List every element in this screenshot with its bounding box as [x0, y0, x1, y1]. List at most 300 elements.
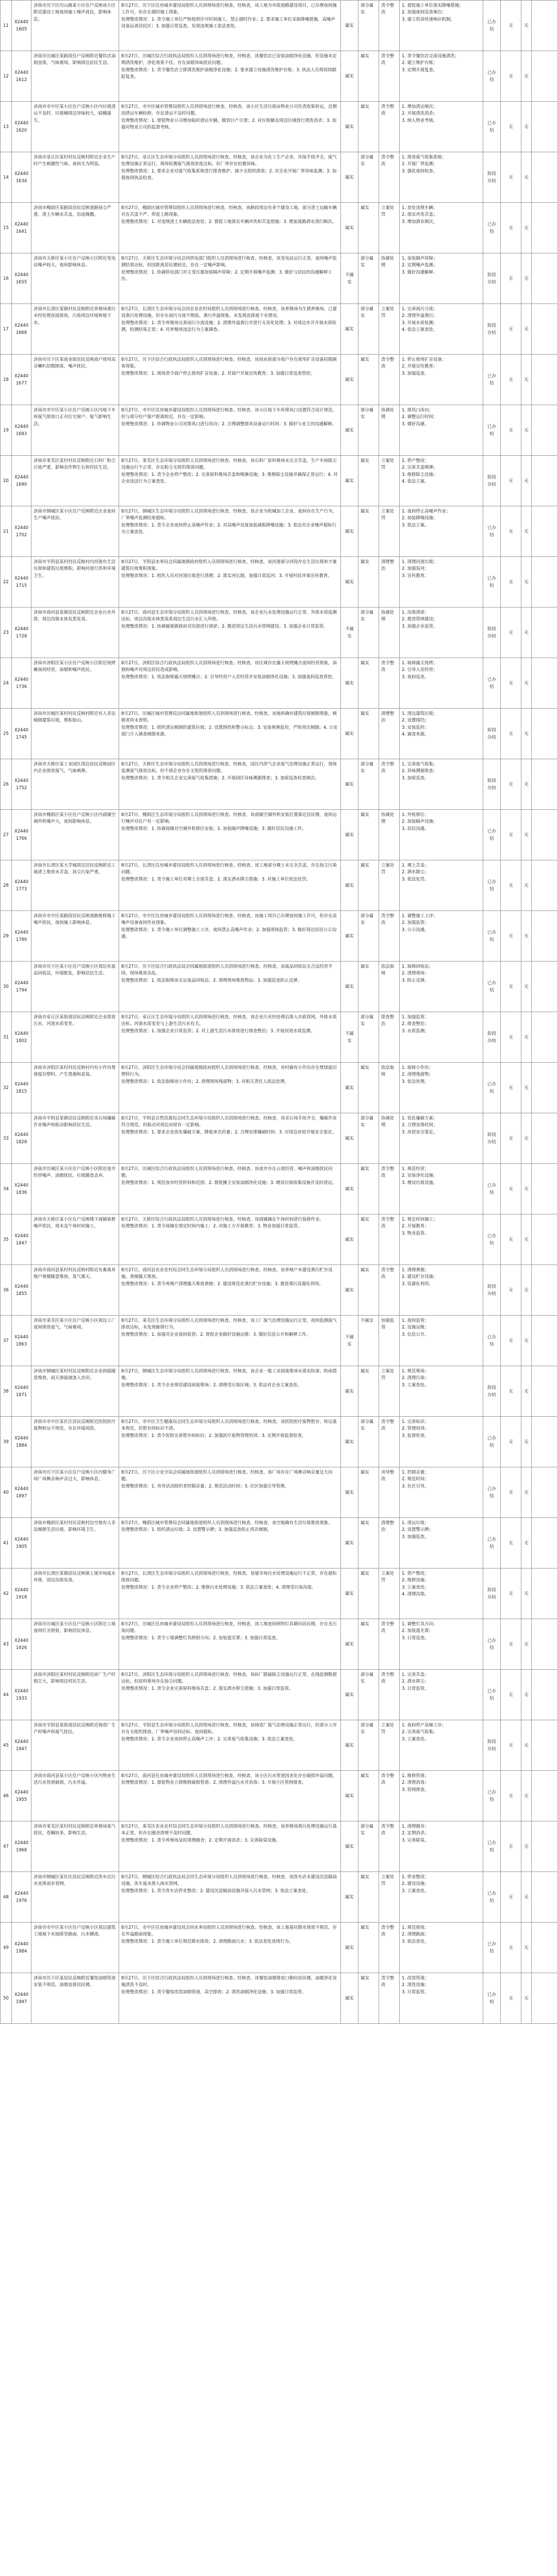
case-code: X2440 1968	[12, 1821, 31, 1872]
case-status: 已办结	[483, 1619, 501, 1670]
case-status: 已办结	[483, 860, 501, 911]
accountability: 无	[501, 911, 521, 962]
handling-measures: 责令整改	[379, 1417, 400, 1467]
accountability: 无	[501, 607, 521, 658]
investigation-process: 8月27日，平阴县生态环境分局组织人员到现场进行核查。经核查，该铸造厂废气治理设施正常运行，但部分工序存在无组织排放，厂界噪声昼间达标、夜间超标。 处理整改情况：1. 责令企业夜间停止高噪声工序；2. 完善废气收集设施；3. 依法立案查处。	[119, 1720, 341, 1771]
note: 无	[521, 1923, 532, 1973]
rectification-plan: 1. 规定时间施工； 2. 开展教育； 3. 物业监管。	[400, 1214, 483, 1265]
verification-result: 属实	[341, 355, 358, 405]
case-status: 阶段办结	[483, 456, 501, 506]
complaint-content: 济南市章丘区某街道居民反映附近企业排放污水，河道水质变差。	[31, 1012, 119, 1063]
empty-cell	[532, 1771, 557, 1821]
handling-measures: 立案处罚	[379, 1872, 400, 1923]
handling-measures: 加强监管	[379, 1316, 400, 1366]
accountability: 无	[501, 253, 521, 304]
rectification-plan: 1. 外机移位； 2. 加装隔声设施； 3. 居民沟通。	[400, 810, 483, 860]
row-number: 14	[1, 152, 12, 203]
row-number: 19	[1, 405, 12, 456]
empty-cell	[532, 1973, 557, 2024]
handling-measures: 责令整改	[379, 1771, 400, 1821]
finding: 部分属实	[358, 607, 379, 658]
finding: 属实	[358, 506, 379, 557]
complaint-content: 济南市市中区某小区住户反映小区内地下车库废气排放口正对住宅窗户，废气影响生活。	[31, 405, 119, 456]
table-row	[1, 304, 557, 355]
rectification-plan: 1. 取缔小作坊； 2. 清理残留物； 3. 依法处理。	[400, 1063, 483, 1113]
row-number: 45	[1, 1720, 12, 1771]
verification-result: 属实	[341, 1923, 358, 1973]
handling-measures: 立案处罚	[379, 1569, 400, 1619]
verification-result: 属实	[341, 1569, 358, 1619]
note: 无	[521, 658, 532, 709]
note: 无	[521, 1265, 532, 1316]
investigation-process: 8月27日，长清区生态环境分局组织人员到现场进行核查。经核查，该屠宰场污水处理设施运行不正常，存在超标排放问题。 处理整改情况：1. 责令企业停产整改；2. 维修污水处理设施；3. 依法立案查处；4. 清理受污染沟渠。	[119, 1569, 341, 1619]
case-status: 已办结	[483, 405, 501, 456]
handling-measures: 责令整改	[379, 1670, 400, 1720]
complaint-content: 济南市历城区某村村民反映村附近有人非法倾倒建筑垃圾，堆积如山。	[31, 709, 119, 759]
table-row	[1, 355, 557, 405]
accountability: 无	[501, 1923, 521, 1973]
row-number: 47	[1, 1821, 12, 1872]
investigation-process: 8月27日，市中区住房城乡建设局组织人员到现场进行核查。经核查，该施工项目已办理夜间施工许可，但存在高噪声设备夜间作业现象。 处理整改情况：1. 责令施工单位调整施工工序，夜间禁止高噪声作业；2. 加强现场监管；3. 做好周边居民公示沟通。	[119, 911, 341, 962]
row-number: 35	[1, 1214, 12, 1265]
case-code: X2440 1897	[12, 1467, 31, 1518]
case-status: 已办结	[483, 1670, 501, 1720]
investigation-process: 8月27日，历城区城市管理局会同属地街道组织人员到现场进行核查。经核查，该地块确有建筑垃圾倾倒现象，倾倒者尚未查明。 处理整改情况：1. 组织清运倾倒的建筑垃圾；2. 设置围挡和警示标志；3. 安装视频监控，严防再次倾倒；4. 公安部门介入调查倾倒来源。	[119, 709, 341, 759]
finding: 属实	[358, 860, 379, 911]
verification-result: 属实	[341, 962, 358, 1012]
row-number: 20	[1, 456, 12, 506]
complaint-content: 济南市莱芜区某小区住户反映小区周边工厂夜间排放废气，气味难闻。	[31, 1316, 119, 1366]
complaint-content: 济南市平阴县某镇居民反映附近采石场爆破作业噪声和振动影响居民生活。	[31, 1113, 119, 1164]
investigation-process: 8月27日，长清区生态环境分局会同农业农村局组织人员到现场进行核查。经核查，该养殖场为生猪养殖场，已建设粪污处理设施，但存在雨污分流不彻底、粪污外溢现象，未发现直排地下水情况。 处理整改情况：1. 责令养殖场完善雨污分流设施；2. 清理外溢粪污并进行无害化处理；3. 对周边水井开展水质检测，检测结果正常；4. 对养殖场违法行为立案调查。	[119, 304, 341, 355]
row-number: 36	[1, 1265, 12, 1316]
row-number: 17	[1, 304, 12, 355]
complaint-content: 济南市章丘区某村村民反映村附近企业生产时产生刺激性气味，夜间尤为明显。	[31, 152, 119, 203]
case-code: X2440 1605	[12, 1, 31, 51]
case-code: X2440 1752	[12, 759, 31, 810]
verification-result: 属实	[341, 1518, 358, 1569]
accountability: 无	[501, 355, 521, 405]
case-code: X2440 1918	[12, 1569, 31, 1619]
rectification-plan: 1. 裸土苫盖； 2. 洒水降尘； 3. 依法处罚。	[400, 860, 483, 911]
investigation-process: 8月27日，历下区住房城乡建设局组织人员到现场进行核查。经核查，该工地为市政道路建设项目，已办理夜间施工许可，但存在超时施工现象。 处理整改情况：1. 责令施工单位严格按照许可时间施工，禁止超时作业；2. 要求施工单位采取降噪措施，高噪声设备远离居民区；3. 加强日常巡查，发现违规施工依法查处。	[119, 1, 341, 51]
table-row	[1, 1113, 557, 1164]
note: 无	[521, 1214, 532, 1265]
handling-measures: 依法取缔	[379, 962, 400, 1012]
finding: 不属实	[358, 1316, 379, 1366]
empty-cell	[532, 1113, 557, 1164]
empty-cell	[532, 1, 557, 51]
accountability: 无	[501, 1670, 521, 1720]
verification-result: 属实	[341, 1619, 358, 1670]
finding: 属实	[358, 1214, 379, 1265]
investigation-process: 8月27日，天桥区综合行政执法局组织人员到现场进行核查。经核查，该商铺确在午休时间进行装修作业。 处理整改情况：1. 责令商铺在规定时间内施工；2. 对施工方开展教育；3. 物业加强日常监管。	[119, 1214, 341, 1265]
table-row	[1, 1518, 557, 1569]
complaint-content: 济南市槐荫区某村村民反映村边空地有人非法倾倒生活垃圾，影响环境卫生。	[31, 1518, 119, 1569]
verification-result: 属实	[341, 1164, 358, 1214]
investigation-process: 8月27日，天桥区生态环境分局会同供电部门组织人员到现场进行核查。经核查，该变电站运行正常，夜间噪声监测结果达标，但因距离居民楼较近，存在一定噪声影响。 处理整改情况：1. 协调供电部门对主变压器加装隔声屏障；2. 定期开展噪声监测；3. 做好与居民的沟通解释工作。	[119, 253, 341, 304]
complaint-content: 济南市市中区某小区住户反映小区周边建筑工地地下水抽排至路面，污水横流。	[31, 1923, 119, 1973]
investigation-process: 8月27日，长清区住房城乡建设局组织人员到现场进行核查。经核查，该工地部分裸土未完全苫盖，存在扬尘污染问题。 处理整改情况：1. 责令施工单位对裸土全部苫盖；2. 落实洒水降尘措施；3. 对施工单位依法处罚。	[119, 860, 341, 911]
handling-measures: 责令整改	[379, 1164, 400, 1214]
note: 无	[521, 1366, 532, 1417]
verification-result: 属实	[341, 759, 358, 810]
complaint-content: 济南市长清区某镇村民反映附近养殖场粪污未经处理直接排放，污染周边环境和地下水。	[31, 304, 119, 355]
case-code: X2440 1677	[12, 355, 31, 405]
table-row	[1, 962, 557, 1012]
case-status: 阶段办结	[483, 759, 501, 810]
case-code: X2440 1668	[12, 304, 31, 355]
note: 无	[521, 1012, 532, 1063]
case-status: 阶段办结	[483, 1366, 501, 1417]
handling-measures: 立案处罚	[379, 1366, 400, 1417]
case-code: X2440 1976	[12, 1872, 31, 1923]
table-row	[1, 658, 557, 709]
handling-measures: 责令整改	[379, 1923, 400, 1973]
table-row	[1, 810, 557, 860]
table-row	[1, 1923, 557, 1973]
case-code: X2440 1794	[12, 962, 31, 1012]
table-row	[1, 709, 557, 759]
case-code: X2440 1933	[12, 1670, 31, 1720]
handling-measures: 立案处罚	[379, 304, 400, 355]
rectification-plan: 1. 完善废气收集； 2. 异味溯源排查； 3. 加密巡查。	[400, 759, 483, 810]
finding: 属实	[358, 1518, 379, 1569]
complaint-content: 济南市市中区某社区居民反映附近医院医疗废物转运不规范，存在环境风险。	[31, 1417, 119, 1467]
note: 无	[521, 203, 532, 253]
verification-result: 不属实	[341, 607, 358, 658]
empty-cell	[532, 1821, 557, 1872]
row-number: 27	[1, 810, 12, 860]
table-row	[1, 1467, 557, 1518]
finding: 属实	[358, 1771, 379, 1821]
note: 无	[521, 1518, 532, 1569]
investigation-process: 8月27日，历下区综合行政执法局组织人员到现场进行核查。经核查，该商业街部分商户存在使用扩音设备招揽顾客现象。 处理整改情况：1. 现场责令商户停止使用扩音设备；2. 对商户开展宣传教育；3. 加强日常巡查管控。	[119, 355, 341, 405]
empty-cell	[532, 1417, 557, 1467]
verification-result: 属实	[341, 304, 358, 355]
case-code: X2440 1847	[12, 1214, 31, 1265]
accountability: 无	[501, 102, 521, 152]
rectification-plan: 1. 停业整改； 2. 建设设施； 3. 立案查处。	[400, 1872, 483, 1923]
note: 无	[521, 405, 532, 456]
accountability: 无	[501, 1265, 521, 1316]
finding: 部分属实	[358, 253, 379, 304]
case-code: X2440 1997	[12, 1973, 31, 2024]
note: 无	[521, 759, 532, 810]
note: 无	[521, 1316, 532, 1366]
complaint-content: 济南市历下区某小区住户反映小区周边有废品回收站，环境脏乱，影响居民生活。	[31, 962, 119, 1012]
note: 无	[521, 962, 532, 1012]
empty-cell	[532, 304, 557, 355]
finding: 部分属实	[358, 304, 379, 355]
complaint-content: 济南市历下区历山路某小区住户反映该小区附近建设工地夜间施工噪声扰民，影响休息。	[31, 1, 119, 51]
table-row	[1, 1164, 557, 1214]
rectification-plan: 1. 优化爆破方案； 2. 合理安排时间； 3. 房屋安全鉴定。	[400, 1113, 483, 1164]
handling-measures: 清理整治	[379, 1518, 400, 1569]
row-number: 42	[1, 1569, 12, 1619]
handling-measures: 协调处理	[379, 607, 400, 658]
investigation-process: 8月27日，钢城区生态环境分局组织人员到现场进行核查。经核查，该企业为机械加工企业，夜间存在生产行为，厂界噪声监测结果超标。 处理整改情况：1. 责令企业夜间停止高噪声作业；2. 对高噪声设备加装减振降噪设施；3. 依法对企业噪声超标行为立案查处。	[119, 506, 341, 557]
verification-result: 属实	[341, 152, 358, 203]
row-number: 24	[1, 658, 12, 709]
row-number: 50	[1, 1973, 12, 2024]
verification-result: 属实	[341, 1113, 358, 1164]
case-code: X2440 1773	[12, 860, 31, 911]
accountability: 无	[501, 658, 521, 709]
complaint-content: 济南市平阴县某街道居民反映附近铸造厂生产时噪声和废气扰民。	[31, 1720, 119, 1771]
table-row	[1, 1012, 557, 1063]
row-number: 22	[1, 557, 12, 607]
table-row	[1, 203, 557, 253]
verification-result: 属实	[341, 1872, 358, 1923]
note: 无	[521, 1063, 532, 1113]
row-number: 26	[1, 759, 12, 810]
case-status: 阶段办结	[483, 304, 501, 355]
case-code: X2440 1728	[12, 607, 31, 658]
case-status: 已办结	[483, 1, 501, 51]
case-code: X2440 1955	[12, 1771, 31, 1821]
rectification-plan: 1. 规范排放； 2. 清理路面； 3. 依法查处。	[400, 1923, 483, 1973]
note: 无	[521, 152, 532, 203]
investigation-process: 8月27日，济阳区生态环境分局会同属地镇政府组织人员到现场进行核查。经核查，该村确有小作坊存在焚烧废旧塑料行为。 处理整改情况：1. 依法取缔该小作坊；2. 清理现场残留物；3. 对相关责任人依法处理。	[119, 1063, 341, 1113]
row-number: 13	[1, 102, 12, 152]
accountability: 无	[501, 1720, 521, 1771]
accountability: 无	[501, 1316, 521, 1366]
rectification-plan: 1. 完善雨污分流； 2. 清理外溢粪污； 3. 开展水质检测； 4. 依法立案查处。	[400, 304, 483, 355]
investigation-process: 8月27日，济阳区综合行政执法局组织人员到现场进行核查。经核查，该区域存在露天烧烤摊点夜间经营现象，油烟和噪声对周边居民造成影响。 处理整改情况：1. 依法取缔露天烧烤摊点；2. 引导经营户入室经营并安装油烟净化设施；3. 加强夜间巡查管控。	[119, 658, 341, 709]
table-row	[1, 1872, 557, 1923]
finding: 属实	[358, 1265, 379, 1316]
note: 无	[521, 1417, 532, 1467]
case-code: X2440 1655	[12, 253, 31, 304]
investigation-process: 8月27日，钢城区生态环境分局组织人员到现场进行核查。经核查，该企业一般工业固废堆场未落实防渗、防雨措施。 处理整改情况：1. 责令企业规范建设固废堆场；2. 清理受污染区域；3. 依法对企业立案查处。	[119, 1366, 341, 1417]
row-number: 41	[1, 1518, 12, 1569]
complaint-content: 济南市莱芜区某村村民反映附近养殖场臭气扰民，苍蝇较多，影响生活。	[31, 1821, 119, 1872]
note: 无	[521, 860, 532, 911]
row-number: 31	[1, 1012, 12, 1063]
accountability: 无	[501, 1, 521, 51]
case-code: X2440 1780	[12, 911, 31, 962]
complaint-content: 济南市商河县某村村民反映村附近有畜禽养殖户粪便随意堆放，臭气熏天。	[31, 1265, 119, 1316]
empty-cell	[532, 1923, 557, 1973]
finding: 属实	[358, 658, 379, 709]
finding: 属实	[358, 1569, 379, 1619]
table-row	[1, 607, 557, 658]
row-number: 49	[1, 1923, 12, 1973]
note: 无	[521, 607, 532, 658]
case-code: X2440 1815	[12, 1063, 31, 1113]
accountability: 无	[501, 1214, 521, 1265]
investigation-process: 8月27日，市中区卫生健康局会同生态环境分局组织人员到现场进行核查。经核查，该医院医疗废物暂存、转运基本规范，但暂存间标识不清。 处理整改情况：1. 责令医院完善暂存间标识；2. 加强医疗废物管理培训；3. 定期开展监督检查。	[119, 1417, 341, 1467]
case-code: X2440 1690	[12, 456, 31, 506]
case-status: 已办结	[483, 1316, 501, 1366]
empty-cell	[532, 1670, 557, 1720]
rectification-plan: 1. 增加清运频次； 2. 开展清洗消杀； 3. 纳入物业考核。	[400, 102, 483, 152]
finding: 部分属实	[358, 1720, 379, 1771]
case-status: 已办结	[483, 506, 501, 557]
table-row	[1, 1821, 557, 1872]
row-number: 12	[1, 51, 12, 102]
rectification-plan: 1. 加装隔声屏障； 2. 定期噪声监测； 3. 做好沟通解释。	[400, 253, 483, 304]
case-code: X2440 1828	[12, 1113, 31, 1164]
handling-measures: 协调处理	[379, 253, 400, 304]
row-number: 37	[1, 1316, 12, 1366]
note: 无	[521, 1872, 532, 1923]
verification-result: 属实	[341, 1417, 358, 1467]
rectification-plan: 1. 排查废气收集系统； 2. 开展厂界监测； 3. 强化夜间检查。	[400, 152, 483, 203]
accountability: 无	[501, 1113, 521, 1164]
rectification-plan: 1. 调整施工工序； 2. 加强监管； 3. 公示沟通。	[400, 911, 483, 962]
handling-measures: 清理整治	[379, 709, 400, 759]
case-status: 已办结	[483, 810, 501, 860]
accountability: 无	[501, 51, 521, 102]
accountability: 无	[501, 1771, 521, 1821]
rectification-plan: 1. 清理粪便； 2. 建设贮存设施； 3. 资源化利用。	[400, 1265, 483, 1316]
table-row	[1, 405, 557, 456]
complaint-content: 济南市天桥区某小区住户反映楼下商铺装修噪声扰民，周末及午休时间施工。	[31, 1214, 119, 1265]
complaint-content: 济南市历下区某商业街居民反映商户使用高音喇叭招揽顾客，噪声扰民。	[31, 355, 119, 405]
investigation-process: 8月27日，商河县住房城乡建设局组织人员到现场进行核查。经核查，该小区污水管道因老化存在破损外溢问题。 处理整改情况：1. 督促物业立即维修破损管道；2. 清理外溢污水并消毒；3. 开展小区管网排查。	[119, 1771, 341, 1821]
note: 无	[521, 456, 532, 506]
empty-cell	[532, 405, 557, 456]
empty-cell	[532, 1569, 557, 1619]
accountability: 无	[501, 759, 521, 810]
investigation-process: 8月27日，历下区公安分局会同属地街道组织人员到现场进行核查。经核查，该广场存在广场舞音响音量过大问题。 处理整改情况：1. 劝导活动组织者控制音量；2. 规范活动时间；3. 社区加强引导管理。	[119, 1467, 341, 1518]
table-row	[1, 1417, 557, 1467]
empty-cell	[532, 1366, 557, 1417]
finding: 属实	[358, 51, 379, 102]
case-code: X2440 1702	[12, 506, 31, 557]
finding: 部分属实	[358, 1113, 379, 1164]
empty-cell	[532, 709, 557, 759]
table-row	[1, 1214, 557, 1265]
empty-cell	[532, 607, 557, 658]
verification-result: 不属实	[341, 1316, 358, 1366]
complaint-content: 济南市槐荫区某路段居民反映道路扬尘严重，渣土车辆未苫盖，沿途抛撒。	[31, 203, 119, 253]
complaint-content: 济南市平阴县某村村民反映村内河道有生活垃圾和建筑垃圾堆积，影响河道行洪和环境卫生。	[31, 557, 119, 607]
investigation-process: 8月27日，平阴县自然资源局会同生态环境分局组织人员到现场进行核查。经核查，该采石场手续齐全，爆破作业符合规范，但振动对周边房屋有一定影响。 处理整改情况：1. 要求企业优化爆破方案，降低单次药量；2. 合理安排爆破时间；3. 对周边房屋开展安全鉴定。	[119, 1113, 341, 1164]
accountability: 无	[501, 456, 521, 506]
note: 无	[521, 1, 532, 51]
verification-result: 属实	[341, 810, 358, 860]
handling-measures: 劝导整改	[379, 1467, 400, 1518]
rectification-plan: 1. 改造管道； 2. 清洗设施； 3. 日常监管。	[400, 1973, 483, 2024]
investigation-process: 8月27日，历下区综合行政执法局组织人员到现场进行核查。经核查，该餐馆油烟排放口朝向居民楼，油烟净化设施清洗不及时。 处理整改情况：1. 责令餐馆改造油烟管道，高空排放；2. 清洗油烟净化设施；3. 加强日常监管。	[119, 1973, 341, 2024]
investigation-process: 8月27日，章丘区生态环境分局组织人员到现场进行核查。经核查，该企业污水经处理后排入市政管网，外排水质达标。河道水质变差与上游生活污水有关。 处理整改情况：1. 加强企业日常监管；2. 对上游生活污水排放进行排查整治；3. 开展河道水质监测。	[119, 1012, 341, 1063]
accountability: 无	[501, 1872, 521, 1923]
empty-cell	[532, 1467, 557, 1518]
case-status: 阶段办结	[483, 1012, 501, 1063]
finding: 属实	[358, 1467, 379, 1518]
finding: 部分属实	[358, 1670, 379, 1720]
complaint-content: 济南市槐荫区某小区住户反映小区内商铺空调外机噪声大，夜间影响休息。	[31, 810, 119, 860]
investigation-process: 8月27日，济阳区生态环境分局组织人员到现场进行核查。经核查，该砖厂脱硫除尘设施运行正常，在线监测数据达标，但原料堆场存在扬尘问题。 处理整改情况：1. 责令企业完善原料堆场苫盖；2. 落实洒水抑尘措施；3. 加强日常监管。	[119, 1670, 341, 1720]
investigation-process: 8月27日，市中区城市管理局组织人员到现场进行核查。经核查，该小区生活垃圾由物业公司负责收集转运，近期因清运车辆检修，存在清运不及时问题。 处理整改情况：1. 督促物业公司增加临时清运车辆，做到日产日清；2. 对垃圾桶及周边区域进行清洗消杀；3. 加强对物业公司的监督考核。	[119, 102, 341, 152]
empty-cell	[532, 1063, 557, 1113]
handling-measures: 立案处罚	[379, 1720, 400, 1771]
rectification-plan: 1. 加强监管； 2. 排查整治； 3. 水质监测。	[400, 1012, 483, 1063]
case-code: X2440 1620	[12, 102, 31, 152]
rectification-plan: 1. 排风口改向； 2. 调整运行时间； 3. 做好沟通。	[400, 405, 483, 456]
accountability: 无	[501, 1619, 521, 1670]
case-code: X2440 1836	[12, 1164, 31, 1214]
row-number: 23	[1, 607, 12, 658]
rectification-plan: 1. 维修管道； 2. 清理消毒； 3. 管网排查。	[400, 1771, 483, 1821]
investigation-process: 8月27日，莱芜区生态环境分局组织人员到现场进行核查。经核查，该工厂废气治理设施运行正常，夜间监测废气排放达标，未发现偷排行为。 处理整改情况：1. 加强对企业夜间监管；2. 督促企业做好设施运维；3. 做好信息公开和解释工作。	[119, 1316, 341, 1366]
accountability: 无	[501, 709, 521, 759]
row-number: 18	[1, 355, 12, 405]
table-row	[1, 1569, 557, 1619]
note: 无	[521, 1973, 532, 2024]
case-status: 阶段办结	[483, 1720, 501, 1771]
complaint-content: 济南市市中区某小区住户反映小区内垃圾清运不及时，垃圾桶周边异味较大，蚊蝇滋生。	[31, 102, 119, 152]
row-number: 44	[1, 1670, 12, 1720]
note: 无	[521, 557, 532, 607]
accountability: 无	[501, 1518, 521, 1569]
investigation-process: 8月27日，历城区综合行政执法局组织人员到现场进行核查。经核查，该餐饮店已安装油烟净化设施，但设施未定期清洗维护，净化效果不佳，存在油烟异味扰民问题。 处理整改情况：1. 责令餐饮店立即清洗维护油烟净化设施；2. 要求建立设施清洗维护台账；3. 执法人员将持续跟踪复查。	[119, 51, 341, 102]
finding: 部分属实	[358, 1, 379, 51]
complaint-content: 济南市济阳区某村村民反映村内有小作坊焚烧废旧塑料，产生黑烟和恶臭。	[31, 1063, 119, 1113]
verification-result: 属实	[341, 1214, 358, 1265]
case-status: 已办结	[483, 557, 501, 607]
complaint-content: 济南市长清区某镇居民反映镇上屠宰场废水外排，周边沟渠发臭。	[31, 1569, 119, 1619]
empty-cell	[532, 51, 557, 102]
case-status: 已办结	[483, 1821, 501, 1872]
case-status: 已办结	[483, 203, 501, 253]
note: 无	[521, 506, 532, 557]
handling-measures: 责令整改	[379, 1973, 400, 2024]
case-code: X2440 1802	[12, 1012, 31, 1063]
finding: 属实	[358, 1973, 379, 2024]
verification-result: 属实	[341, 658, 358, 709]
complaint-content: 济南市商河县某镇居民反映附近企业污水外排，周边沟渠水体发黑发臭。	[31, 607, 119, 658]
complaint-content: 济南市市中区某路段居民反映道路维修施工噪声扰民，夜间施工影响休息。	[31, 911, 119, 962]
empty-cell	[532, 1619, 557, 1670]
accountability: 无	[501, 1063, 521, 1113]
note: 无	[521, 1569, 532, 1619]
investigation-process: 8月27日，历城区住房城乡建设局组织人员到现场进行核查。经核查，该工地夜间照明灯具朝向居民楼，存在光污染问题。 处理整改情况：1. 责令工地调整灯具照射方向；2. 加装遮光罩；3. 加强日常巡查。	[119, 1619, 341, 1670]
complaint-content: 济南市济阳区某村村民反映附近砖厂生产时烟尘大，影响周边村民生活。	[31, 1670, 119, 1720]
handling-measures: 责令整改	[379, 1214, 400, 1265]
finding: 部分属实	[358, 911, 379, 962]
accountability: 无	[501, 1821, 521, 1872]
case-code: X2440 1884	[12, 1417, 31, 1467]
row-number: 46	[1, 1771, 12, 1821]
verification-result: 属实	[341, 1366, 358, 1417]
finding: 部分属实	[358, 759, 379, 810]
investigation-process: 8月27日，天桥区生态环境分局组织人员到现场进行核查。经核查，园区内涉气企业废气治理设施正常运行，现场监测废气排放达标，但个别企业存在无组织排放问题。 处理整改情况：1. 责令相关企业完善废气收集措施；2. 开展园区异味溯源排查；3. 加密巡查检查频次。	[119, 759, 341, 810]
finding: 属实	[358, 102, 379, 152]
accountability: 无	[501, 203, 521, 253]
table-row	[1, 1063, 557, 1113]
investigation-process: 8月27日，槐荫区生态环境分局组织人员到现场进行核查。经核查，该商铺空调外机安装位置靠近居民楼，夜间运行噪声对住户有一定影响。 处理整改情况：1. 协调商铺对空调外机移位安装；2. 加装隔声降噪设施；3. 做好居民沟通工作。	[119, 810, 341, 860]
rectification-plan: 1. 沟渠清淤； 2. 推进管网建设； 3. 加强企业监管。	[400, 607, 483, 658]
case-status: 已办结	[483, 1771, 501, 1821]
row-number: 32	[1, 1063, 12, 1113]
case-status: 已办结	[483, 911, 501, 962]
finding: 属实	[358, 1164, 379, 1214]
handling-measures: 责令整改	[379, 355, 400, 405]
complaint-content: 济南市天桥区某小区住户反映小区附近变电站噪声较大，夜间影响休息。	[31, 253, 119, 304]
verification-result: 属实	[341, 1821, 358, 1872]
case-status: 阶段办结	[483, 709, 501, 759]
empty-cell	[532, 1720, 557, 1771]
table-row	[1, 1265, 557, 1316]
complaint-content: 济南市历城区某小区住户反映小区附近夜市经营噪声、油烟扰民，垃圾随意丢弃。	[31, 1164, 119, 1214]
table-row	[1, 557, 557, 607]
rectification-plan: 1. 停产整改； 2. 维修设施； 3. 立案查处； 4. 清理沟渠。	[400, 1569, 483, 1619]
empty-cell	[532, 456, 557, 506]
